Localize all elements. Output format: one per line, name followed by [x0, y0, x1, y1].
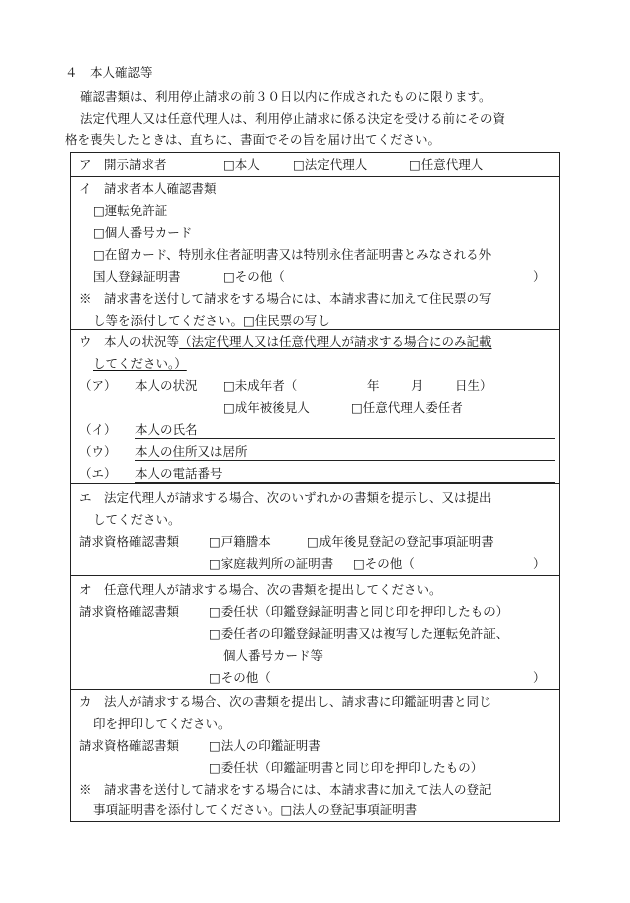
intro-line-3: 格を喪失したときは、直ちに、書面でその旨を届け出てください。 [65, 132, 441, 147]
item-u-label: （ウ） [79, 444, 117, 459]
principal-status-note-continued: してください。） [93, 356, 187, 371]
other-close-paren: ） [533, 269, 546, 284]
checkbox-drivers-license[interactable]: □運転免許証 [93, 203, 168, 218]
principal-condition-label: 本人の状況 [135, 378, 198, 393]
principal-seal-cert-continued: 個人番号カード等 [223, 648, 324, 663]
principal-status-note: （法定代理人又は任意代理人が請求する場合にのみ記載 [179, 334, 492, 349]
checkbox-family-register[interactable]: □戸籍謄本 [209, 534, 271, 549]
item-i-label: （イ） [79, 422, 117, 437]
checkbox-adult-ward[interactable]: □成年被後見人 [223, 400, 310, 415]
checkbox-legal-agent[interactable]: □法定代理人 [293, 157, 368, 172]
corporation-docs-label: 請求資格確認書類 [79, 738, 180, 753]
birth-day-label: 日生） [455, 378, 493, 393]
intro-line-1: 確認書類は、利用停止請求の前３０日以内に作成されたものに限ります。 [80, 89, 492, 104]
checkbox-power-of-attorney[interactable]: □委任状（印鑑登録証明書と同じ印を押印したもの） [209, 604, 509, 619]
checkbox-self[interactable]: □本人 [223, 157, 260, 172]
checkbox-minor[interactable]: □未成年者（ [223, 378, 298, 393]
item-a-label: （ア） [79, 378, 117, 393]
principal-name-label: 本人の氏名 [135, 422, 198, 437]
principal-phone-label: 本人の電話番号 [135, 466, 223, 481]
section-heading: ４ 本人確認等 [65, 65, 153, 80]
item-e-label: （エ） [79, 466, 117, 481]
checkbox-guardianship-cert[interactable]: □成年後見登記の登記事項証明書 [307, 534, 494, 549]
corporation-line-2: 印を押印してください。 [93, 716, 231, 731]
legal-agent-line-2: してください。 [93, 512, 181, 527]
intro-line-2: 法定代理人又は任意代理人は、利用停止請求に係る決定を受ける前にその資 [80, 111, 506, 126]
principal-name-field[interactable] [135, 438, 555, 439]
corporation-note-line-2[interactable]: 事項証明書を添付してください。□法人の登記事項証明書 [93, 802, 418, 817]
legal-other-close-paren: ） [533, 556, 546, 571]
mail-note-line-2[interactable]: し等を添付してください。□住民票の写し [93, 313, 330, 328]
corporation-note-line-1: ※ 請求書を送付して請求をする場合には、本請求書に加えて法人の登記 [79, 782, 492, 797]
checkbox-voluntary-principal[interactable]: □任意代理人委任者 [351, 400, 463, 415]
residence-card-continued: 国人登録証明書 [93, 269, 181, 284]
corporation-box [70, 690, 560, 822]
checkbox-voluntary-other[interactable]: □その他（ [209, 670, 271, 685]
checkbox-principal-seal-cert[interactable]: □委任者の印鑑登録証明書又は複写した運転免許証、 [209, 626, 509, 641]
checkbox-corporate-power-of-attorney[interactable]: □委任状（印鑑証明書と同じ印を押印したもの） [209, 760, 484, 775]
requester-type-label: ア 開示請求者 [79, 157, 167, 172]
checkbox-corporate-seal-cert[interactable]: □法人の印鑑証明書 [209, 738, 321, 753]
corporation-line-1: カ 法人が請求する場合、次の書類を提出し、請求書に印鑑証明書と同じ [79, 694, 492, 709]
principal-phone-field[interactable] [135, 482, 555, 483]
principal-address-label: 本人の住所又は居所 [135, 444, 248, 459]
checkbox-residence-card[interactable]: □在留カード、特別永住者証明書又は特別永住者証明書とみなされる外 [93, 247, 492, 262]
checkbox-voluntary-agent[interactable]: □任意代理人 [409, 157, 484, 172]
principal-status-title [79, 333, 492, 350]
legal-agent-line-1: エ 法定代理人が請求する場合、次のいずれかの書類を提示し、又は提出 [79, 490, 492, 505]
principal-status-title-prefix: ウ 本人の状況等 [79, 334, 180, 349]
checkbox-family-court-cert[interactable]: □家庭裁判所の証明書 [209, 556, 334, 571]
principal-status-box [70, 330, 560, 484]
identity-documents-title: イ 請求者本人確認書類 [79, 181, 217, 196]
requester-type-box [70, 152, 560, 177]
birth-month-label: 月 [411, 378, 424, 393]
legal-agent-box [70, 484, 560, 576]
voluntary-agent-box [70, 576, 560, 690]
birth-year-label: 年 [367, 378, 380, 393]
voluntary-other-close-paren: ） [533, 670, 546, 685]
legal-agent-docs-label: 請求資格確認書類 [79, 534, 180, 549]
checkbox-my-number-card[interactable]: □個人番号カード [93, 225, 193, 240]
mail-note-line-1: ※ 請求書を送付して請求をする場合には、本請求書に加えて住民票の写 [79, 291, 492, 306]
voluntary-agent-docs-label: 請求資格確認書類 [79, 604, 180, 619]
principal-address-field[interactable] [135, 460, 555, 461]
voluntary-agent-line-1: オ 任意代理人が請求する場合、次の書類を提出してください。 [79, 582, 442, 597]
checkbox-legal-other[interactable]: □その他（ [353, 556, 415, 571]
checkbox-other-document[interactable]: □その他（ [223, 269, 285, 284]
identity-documents-box [70, 177, 560, 330]
